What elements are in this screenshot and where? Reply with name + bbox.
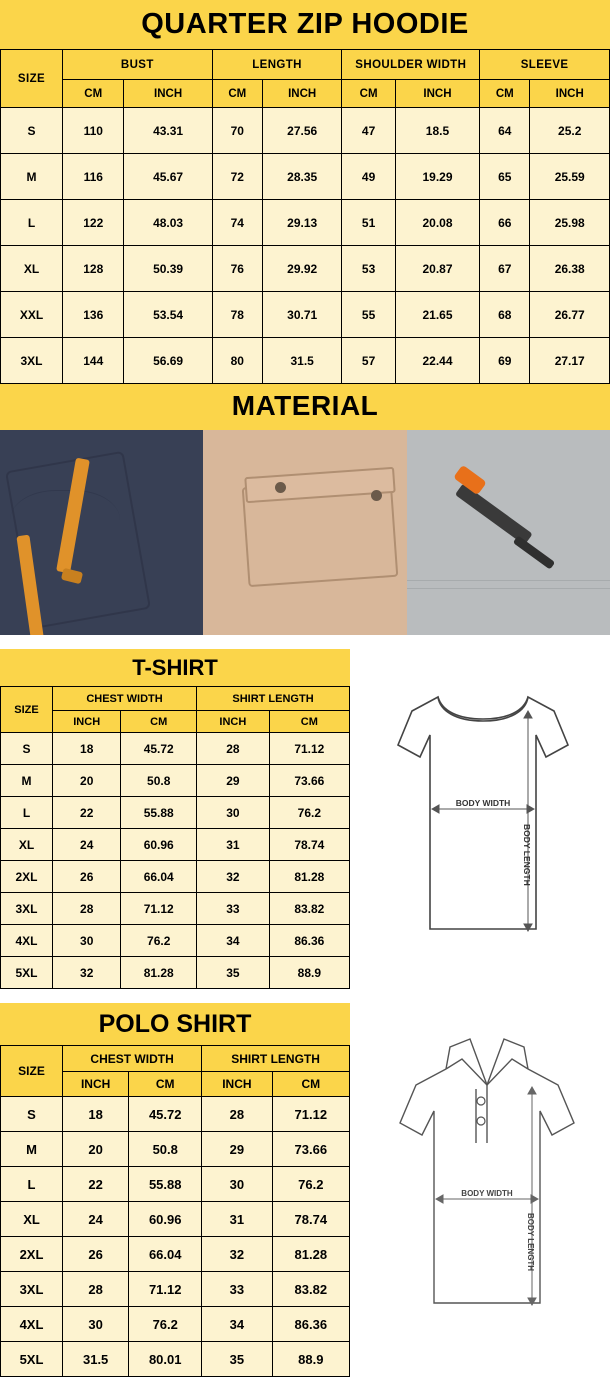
cell: 27.17 — [530, 338, 610, 384]
cell: 51 — [342, 200, 395, 246]
cell: 136 — [63, 292, 124, 338]
cell: 29 — [202, 1132, 272, 1167]
table-row — [1, 893, 350, 925]
hoodie-header-bust: BUST — [63, 50, 213, 80]
tshirt-body-length-label: BODY LENGTH — [522, 824, 532, 886]
table-row — [1, 200, 610, 246]
cell: 76.2 — [121, 925, 197, 957]
hoodie-header-sleeve: SLEEVE — [480, 50, 610, 80]
table-row — [1, 829, 350, 861]
cell: 67 — [480, 246, 530, 292]
cell: M — [1, 765, 53, 797]
material-title: MATERIAL — [0, 384, 610, 430]
cell: XL — [1, 829, 53, 861]
zipper-tail — [512, 535, 555, 569]
cell: 83.82 — [269, 893, 349, 925]
cell: 34 — [197, 925, 270, 957]
cell: 71.12 — [269, 733, 349, 765]
cell: 32 — [197, 861, 270, 893]
cell: 81.28 — [269, 861, 349, 893]
cell: 24 — [63, 1202, 129, 1237]
cell: 22.44 — [395, 338, 479, 384]
hoodie-header-shoulder-width: SHOULDER WIDTH — [342, 50, 480, 80]
cell: XXL — [1, 292, 63, 338]
cell: 26 — [63, 1237, 129, 1272]
polo-header-size: SIZE — [1, 1046, 63, 1097]
hoodie-header-row — [1, 50, 610, 80]
cell: 81.28 — [121, 957, 197, 989]
cell: 31.5 — [262, 338, 341, 384]
polo-unit-chest-inch: INCH — [63, 1072, 129, 1097]
cell: 20.87 — [395, 246, 479, 292]
table-row — [1, 246, 610, 292]
cell: 25.98 — [530, 200, 610, 246]
cell: 25.59 — [530, 154, 610, 200]
hoodie-unit-length-cm: CM — [212, 80, 262, 108]
cell: 76.2 — [272, 1167, 349, 1202]
tshirt-unit-length-cm: CM — [269, 711, 349, 733]
cell: XL — [1, 1202, 63, 1237]
cell: 19.29 — [395, 154, 479, 200]
cell: 29.13 — [262, 200, 341, 246]
seam-line — [407, 580, 610, 581]
zipper-tape — [455, 483, 533, 545]
cell: 45.72 — [121, 733, 197, 765]
cell: S — [1, 108, 63, 154]
cell: 45.72 — [129, 1097, 202, 1132]
cell: 31 — [202, 1202, 272, 1237]
hoodie-unit-bust-inch: INCH — [124, 80, 212, 108]
table-row — [1, 1132, 350, 1167]
tshirt-section — [0, 649, 610, 989]
cell: 18.5 — [395, 108, 479, 154]
material-section — [0, 384, 610, 635]
cell: 20 — [63, 1132, 129, 1167]
cell: 26.77 — [530, 292, 610, 338]
table-row — [1, 1167, 350, 1202]
cell: 50.8 — [129, 1132, 202, 1167]
table-row — [1, 338, 610, 384]
cell: M — [1, 1132, 63, 1167]
polo-title: POLO SHIRT — [0, 1003, 350, 1045]
table-row — [1, 861, 350, 893]
tshirt-header-chest-width: CHEST WIDTH — [53, 687, 197, 711]
cell: 24 — [53, 829, 121, 861]
cell: 49 — [342, 154, 395, 200]
cell: 144 — [63, 338, 124, 384]
cell: 27.56 — [262, 108, 341, 154]
cell: 31 — [197, 829, 270, 861]
polo-unit-length-inch: INCH — [202, 1072, 272, 1097]
cell: 3XL — [1, 1272, 63, 1307]
cell: 32 — [53, 957, 121, 989]
table-row — [1, 957, 350, 989]
cell: 30 — [63, 1307, 129, 1342]
cell: 72 — [212, 154, 262, 200]
cell: 35 — [197, 957, 270, 989]
tshirt-unit-row — [1, 711, 350, 733]
spacer — [0, 989, 610, 1003]
cell: 73.66 — [272, 1132, 349, 1167]
cell: 86.36 — [272, 1307, 349, 1342]
cell: 43.31 — [124, 108, 212, 154]
tshirt-size-table — [0, 686, 350, 989]
cell: 30.71 — [262, 292, 341, 338]
cell: 69 — [480, 338, 530, 384]
table-row — [1, 1272, 350, 1307]
cell: L — [1, 200, 63, 246]
cell: 33 — [197, 893, 270, 925]
cell: 47 — [342, 108, 395, 154]
cell: 32 — [202, 1237, 272, 1272]
cell: 81.28 — [272, 1237, 349, 1272]
cell: 50.8 — [121, 765, 197, 797]
cell: S — [1, 733, 53, 765]
table-row — [1, 1307, 350, 1342]
cell: 57 — [342, 338, 395, 384]
cell: 29 — [197, 765, 270, 797]
material-image-row — [0, 430, 610, 635]
polo-size-table — [0, 1045, 350, 1377]
cell: 4XL — [1, 925, 53, 957]
polo-header-row — [1, 1046, 350, 1072]
cell: 55 — [342, 292, 395, 338]
tshirt-title: T-SHIRT — [0, 649, 350, 686]
cell: 18 — [63, 1097, 129, 1132]
cell: 53 — [342, 246, 395, 292]
cell: 48.03 — [124, 200, 212, 246]
cell: 78.74 — [272, 1202, 349, 1237]
cell: 5XL — [1, 957, 53, 989]
cell: 65 — [480, 154, 530, 200]
cell: 56.69 — [124, 338, 212, 384]
cell: 35 — [202, 1342, 272, 1377]
tshirt-header-row — [1, 687, 350, 711]
cell: 3XL — [1, 893, 53, 925]
cell: 22 — [53, 797, 121, 829]
cell: 76.2 — [129, 1307, 202, 1342]
cell: 71.12 — [129, 1272, 202, 1307]
cell: 53.54 — [124, 292, 212, 338]
cell: 86.36 — [269, 925, 349, 957]
table-row — [1, 154, 610, 200]
spacer — [0, 635, 610, 649]
cell: 28 — [202, 1097, 272, 1132]
hoodie-unit-shoulder-cm: CM — [342, 80, 395, 108]
cell: 116 — [63, 154, 124, 200]
table-row — [1, 1202, 350, 1237]
cell: 71.12 — [272, 1097, 349, 1132]
cell: 22 — [63, 1167, 129, 1202]
cell: 78.74 — [269, 829, 349, 861]
cell: 33 — [202, 1272, 272, 1307]
cell: 78 — [212, 292, 262, 338]
table-row — [1, 733, 350, 765]
table-row — [1, 1237, 350, 1272]
table-row — [1, 108, 610, 154]
cell: 60.96 — [121, 829, 197, 861]
cell: 30 — [202, 1167, 272, 1202]
table-row — [1, 765, 350, 797]
cell: 18 — [53, 733, 121, 765]
tshirt-body-width-label: BODY WIDTH — [455, 798, 511, 808]
table-row — [1, 797, 350, 829]
cell: 3XL — [1, 338, 63, 384]
polo-unit-length-cm: CM — [272, 1072, 349, 1097]
cell: 80 — [212, 338, 262, 384]
cell: 66.04 — [129, 1237, 202, 1272]
cell: 50.39 — [124, 246, 212, 292]
polo-header-shirt-length: SHIRT LENGTH — [202, 1046, 350, 1072]
cell: 21.65 — [395, 292, 479, 338]
hoodie-header-size: SIZE — [1, 50, 63, 108]
tshirt-unit-chest-cm: CM — [121, 711, 197, 733]
seam-line — [407, 588, 610, 589]
cell: 110 — [63, 108, 124, 154]
polo-unit-chest-cm: CM — [129, 1072, 202, 1097]
cell: 30 — [197, 797, 270, 829]
cell: 45.67 — [124, 154, 212, 200]
hoodie-unit-sleeve-cm: CM — [480, 80, 530, 108]
cell: 28.35 — [262, 154, 341, 200]
hoodie-unit-length-inch: INCH — [262, 80, 341, 108]
cell: 66.04 — [121, 861, 197, 893]
cell: L — [1, 797, 53, 829]
tshirt-header-size: SIZE — [1, 687, 53, 733]
hoodie-unit-shoulder-inch: INCH — [395, 80, 479, 108]
polo-section — [0, 1003, 610, 1377]
polo-body-width-label: BODY WIDTH — [461, 1189, 513, 1198]
cell: 66 — [480, 200, 530, 246]
cell: 2XL — [1, 1237, 63, 1272]
hoodie-header-length: LENGTH — [212, 50, 342, 80]
polo-header-chest-width: CHEST WIDTH — [63, 1046, 202, 1072]
cell: 2XL — [1, 861, 53, 893]
cell: 28 — [197, 733, 270, 765]
grey-zipper-photo — [407, 430, 610, 635]
cell: 55.88 — [121, 797, 197, 829]
cell: 55.88 — [129, 1167, 202, 1202]
cell: 64 — [480, 108, 530, 154]
cell: 68 — [480, 292, 530, 338]
cell: XL — [1, 246, 63, 292]
cell: 4XL — [1, 1307, 63, 1342]
table-row — [1, 1097, 350, 1132]
hoodie-title: QUARTER ZIP HOODIE — [141, 8, 469, 40]
polo-diagram — [350, 1003, 610, 1377]
cell: 60.96 — [129, 1202, 202, 1237]
cell: 128 — [63, 246, 124, 292]
cell: 26 — [53, 861, 121, 893]
navy-drawstring-photo — [0, 430, 203, 635]
tshirt-unit-chest-inch: INCH — [53, 711, 121, 733]
tshirt-diagram — [350, 649, 610, 989]
cell: 80.01 — [129, 1342, 202, 1377]
cell: 76 — [212, 246, 262, 292]
tshirt-unit-length-inch: INCH — [197, 711, 270, 733]
cell: 34 — [202, 1307, 272, 1342]
cell: 28 — [63, 1272, 129, 1307]
hoodie-unit-bust-cm: CM — [63, 80, 124, 108]
cell: 83.82 — [272, 1272, 349, 1307]
cell: 88.9 — [272, 1342, 349, 1377]
cell: 25.2 — [530, 108, 610, 154]
cell: 31.5 — [63, 1342, 129, 1377]
cell: 122 — [63, 200, 124, 246]
table-row — [1, 925, 350, 957]
table-row — [1, 1342, 350, 1377]
cell: L — [1, 1167, 63, 1202]
cell: 5XL — [1, 1342, 63, 1377]
cell: 71.12 — [121, 893, 197, 925]
cell: M — [1, 154, 63, 200]
hoodie-section — [0, 0, 610, 384]
cell: 74 — [212, 200, 262, 246]
khaki-pocket-photo — [203, 430, 406, 635]
table-row — [1, 292, 610, 338]
cell: 20.08 — [395, 200, 479, 246]
cell: 26.38 — [530, 246, 610, 292]
hoodie-unit-sleeve-inch: INCH — [530, 80, 610, 108]
hoodie-size-table — [0, 49, 610, 384]
cell: 29.92 — [262, 246, 341, 292]
cell: 20 — [53, 765, 121, 797]
cell: S — [1, 1097, 63, 1132]
cell: 70 — [212, 108, 262, 154]
hoodie-unit-row — [1, 80, 610, 108]
cell: 76.2 — [269, 797, 349, 829]
cell: 30 — [53, 925, 121, 957]
cell: 73.66 — [269, 765, 349, 797]
cell: 88.9 — [269, 957, 349, 989]
polo-body-length-label: BODY LENGTH — [526, 1213, 535, 1272]
cell: 28 — [53, 893, 121, 925]
tshirt-header-shirt-length: SHIRT LENGTH — [197, 687, 350, 711]
